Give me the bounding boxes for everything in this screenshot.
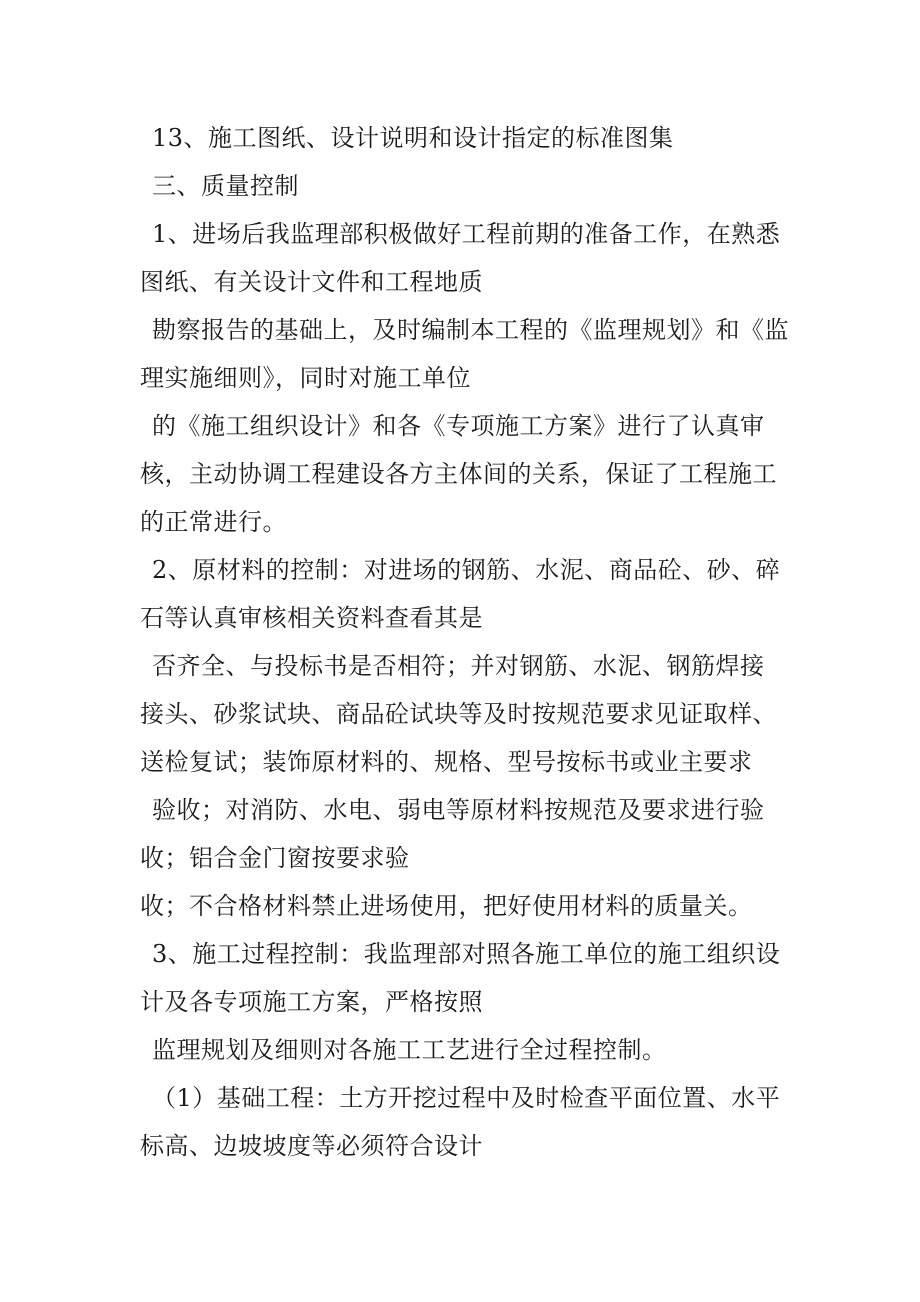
document-body: [140, 114, 800, 1170]
text-line: 验收；对消防、水电、弱电等原材料按规范及要求进行验: [152, 796, 765, 824]
text-line: 收；不合格材料禁止进场使用，把好使用材料的质量关。: [140, 892, 753, 920]
text-line: 2、原材料的控制：对进场的钢筋、水泥、商品砼、砂、碎: [152, 556, 781, 584]
text-line: 计及各专项施工方案，严格按照: [140, 988, 483, 1016]
text-line: 接头、砂浆试块、商品砼试块等及时按规范要求见证取样、: [140, 700, 777, 728]
text-line: 的正常进行。: [140, 508, 287, 536]
text-line: 勘察报告的基础上，及时编制本工程的《监理规划》和《监: [152, 316, 789, 344]
text-line: 收；铝合金门窗按要求验: [140, 844, 410, 872]
text-line: 的《施工组织设计》和各《专项施工方案》进行了认真审: [152, 412, 765, 440]
text-line: 核，主动协调工程建设各方主体间的关系，保证了工程施工: [140, 460, 777, 488]
text-line: 1、进场后我监理部积极做好工程前期的准备工作，在熟悉: [152, 220, 781, 248]
text-line: 否齐全、与投标书是否相符；并对钢筋、水泥、钢筋焊接: [152, 652, 765, 680]
text-line: 13、施工图纸、设计说明和设计指定的标准图集: [152, 124, 674, 152]
text-line: 送检复试；装饰原材料的、规格、型号按标书或业主要求: [140, 748, 753, 776]
text-line: 3、施工过程控制：我监理部对照各施工单位的施工组织设: [152, 940, 781, 968]
text-line: 监理规划及细则对各施工工艺进行全过程控制。: [152, 1036, 667, 1064]
text-line: （1）基础工程：土方开挖过程中及时检查平面位置、水平: [152, 1084, 781, 1112]
text-line: 石等认真审核相关资料查看其是: [140, 604, 483, 632]
text-line: 图纸、有关设计文件和工程地质: [140, 268, 483, 296]
section-heading: 三、质量控制: [152, 172, 299, 200]
text-line: 标高、边坡坡度等必须符合设计: [140, 1132, 483, 1160]
text-line: 理实施细则》，同时对施工单位: [140, 364, 471, 392]
